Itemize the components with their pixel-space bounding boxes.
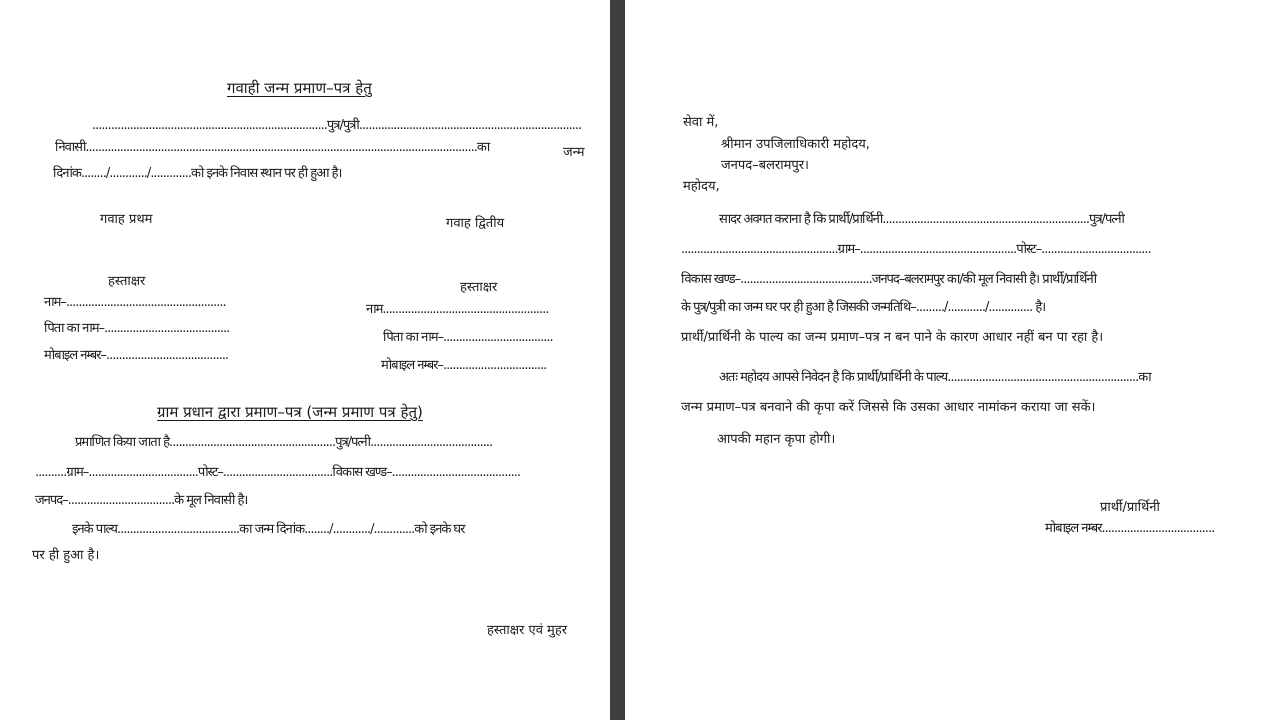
page-divider xyxy=(610,0,625,720)
witness-1-mobile: मोबाइल नम्बर–....................................... xyxy=(44,348,229,363)
district-line: जनपद–..................................के मूल निवासी है। xyxy=(35,493,248,508)
witness-1-heading: गवाह प्रथम xyxy=(100,212,153,227)
witness-2-mobile: मोबाइल नम्बर–................................. xyxy=(381,358,547,373)
son-daughter-line: ...........................................................................पुत्र/पुत्री....................................................................... xyxy=(92,118,582,133)
letter-district: जनपद–बलरामपुर। xyxy=(721,158,809,173)
ward-birth-date-line: इनके पाल्य.......................................का जन्म दिनांक......../............/.............को इनके घर xyxy=(72,522,465,537)
letter-addressee: श्रीमान उपजिलाधिकारी महोदय, xyxy=(721,137,870,152)
right-letter-page xyxy=(625,0,1280,720)
village-post-block-line: ..........ग्राम–...................................पोस्ट–...................................विकास खण्ड–......................................... xyxy=(35,465,520,480)
para2-line2: जन्म प्रमाण–पत्र बनवाने की कृपा करें जिससे कि उसका आधार नामांकन कराया जा सकें। xyxy=(681,400,1096,415)
para1-line3: विकास खण्ड–..........................................जनपद–बलरामपुर का/की मूल निवासी है। प्रार्थी/प्रार्थिनी xyxy=(681,272,1097,287)
witness-2-father-name: पिता का नाम–................................... xyxy=(383,330,553,345)
witness-2-signature: हस्ताक्षर xyxy=(460,280,498,295)
para2-line1: अतः महोदय आपसे निवेदन है कि प्रार्थी/प्रार्थिनी के पाल्य.............................................................का xyxy=(719,370,1151,385)
signature-and-seal: हस्ताक्षर एवं मुहर xyxy=(487,623,568,638)
witness-1-signature: हस्ताक्षर xyxy=(108,274,146,289)
witness-1-father-name: पिता का नाम–........................................ xyxy=(44,321,230,336)
left-form-page xyxy=(0,0,610,720)
para1-line1: सादर अवगत कराना है कि प्रार्थी/प्रार्थिनी..................................................................पुत्र/पत्नी xyxy=(719,212,1124,227)
witness-2-name: नाम..................................................... xyxy=(366,302,549,317)
birth-word: जन्म xyxy=(563,145,585,160)
para1-line2: ..................................................ग्राम–..................................................पोस्ट–................................... xyxy=(681,242,1151,257)
para1-line4: के पुत्र/पुत्री का जन्म घर पर ही हुआ है जिसकी जन्मतिथि–........./............/.............. है। xyxy=(681,300,1046,315)
form-title: गवाही जन्म प्रमाण–पत्र हेतु xyxy=(227,79,372,97)
letter-closing: आपकी महान कृपा होगी। xyxy=(717,432,836,447)
residence-line: निवासी.............................................................................................................................का xyxy=(55,140,490,155)
witness-2-heading: गवाह द्वितीय xyxy=(446,216,505,231)
applicant-label: प्रार्थी/प्रार्थिनी xyxy=(1100,500,1160,515)
applicant-mobile: मोबाइल नम्बर.................................... xyxy=(1045,521,1215,536)
certified-line: प्रमाणित किया जाता है.....................................................पुत्र/पत्नी....................................... xyxy=(75,435,493,450)
pradhan-section-title: ग्राम प्रधान द्वारा प्रमाण–पत्र (जन्म प्रमाण पत्र हेतु) xyxy=(157,403,423,421)
letter-salutation: महोदय, xyxy=(683,179,720,194)
para1-line5: प्रार्थी/प्रार्थिनी के पाल्य का जन्म प्रमाण–पत्र न बन पाने के कारण आधार नहीं बन पा रहा है। xyxy=(681,330,1104,345)
born-at-home-line: पर ही हुआ है। xyxy=(32,548,100,563)
birth-date-line: दिनांक......../............/.............को इनके निवास स्थान पर ही हुआ है। xyxy=(53,166,342,181)
witness-1-name: नाम–................................................... xyxy=(44,295,226,310)
letter-to: सेवा में, xyxy=(683,115,719,130)
